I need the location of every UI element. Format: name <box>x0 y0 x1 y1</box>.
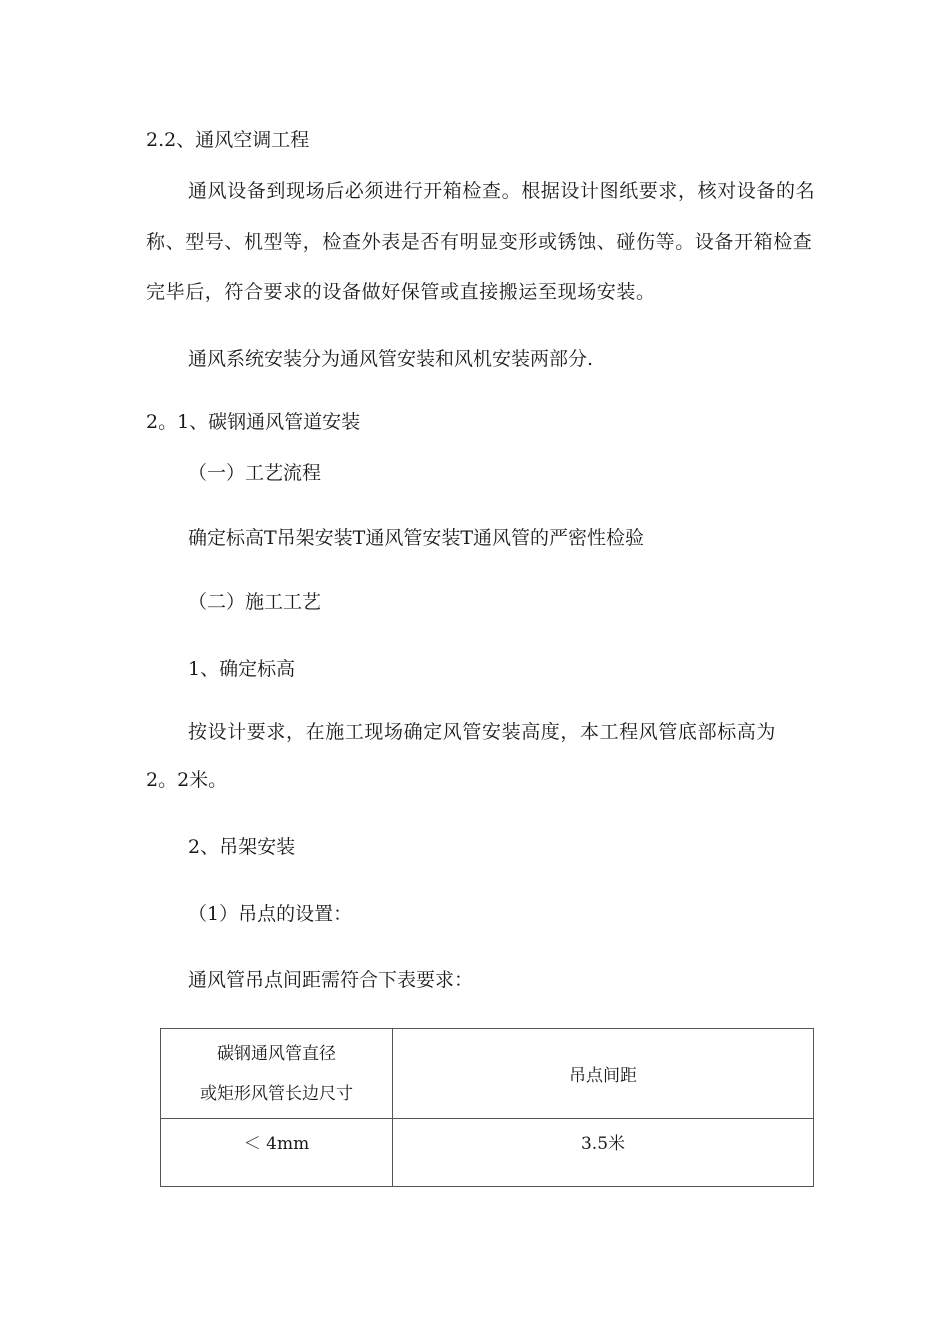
flow-text: 确定标高T吊架安装T通风管安装T通风管的严密性检验 <box>188 527 645 549</box>
paragraph-line: 通风设备到现场后必须进行开箱检查。根据设计图纸要求，核对设备的名 <box>188 180 816 202</box>
flow-title: （一）工艺流程 <box>188 462 322 484</box>
paragraph-line: 称、型号、机型等，检查外表是否有明显变形或锈蚀、碰伤等。设备开箱检查 <box>146 231 813 253</box>
header-size-cell <box>161 1029 393 1119</box>
table-header-row <box>161 1029 814 1119</box>
header-spacing-label: 吊点间距 <box>569 1066 637 1086</box>
size-value: ＜ 4mm <box>243 1134 310 1154</box>
paragraph-line: 2。2米。 <box>146 769 228 791</box>
table-row <box>161 1119 814 1187</box>
header-size-line: 或矩形风管长边尺寸 <box>200 1083 353 1104</box>
paragraph-line: 完毕后，符合要求的设备做好保管或直接搬运至现场安装。 <box>146 281 656 303</box>
hanger-spacing-table <box>160 1028 814 1187</box>
paragraph-line: 通风系统安装分为通风管安装和风机安装两部分. <box>188 348 594 370</box>
step1-title: 1、确定标高 <box>188 658 296 680</box>
spacing-cell <box>393 1119 814 1187</box>
sub-heading: 2。1、碳钢通风管道安装 <box>146 411 361 433</box>
craft-title: （二）施工工艺 <box>188 591 322 613</box>
size-cell <box>161 1119 393 1187</box>
step2-sub: （1）吊点的设置： <box>188 903 353 925</box>
section-heading: 2.2、通风空调工程 <box>146 129 310 151</box>
table-intro: 通风管吊点间距需符合下表要求： <box>188 969 474 991</box>
paragraph-line: 按设计要求，在施工现场确定风管安装高度，本工程风管底部标高为 <box>188 721 777 743</box>
step2-title: 2、吊架安装 <box>188 836 296 858</box>
header-spacing-cell <box>393 1029 814 1119</box>
header-size-line: 碳钢通风管直径 <box>217 1043 336 1064</box>
spacing-value: 3.5米 <box>580 1134 626 1154</box>
